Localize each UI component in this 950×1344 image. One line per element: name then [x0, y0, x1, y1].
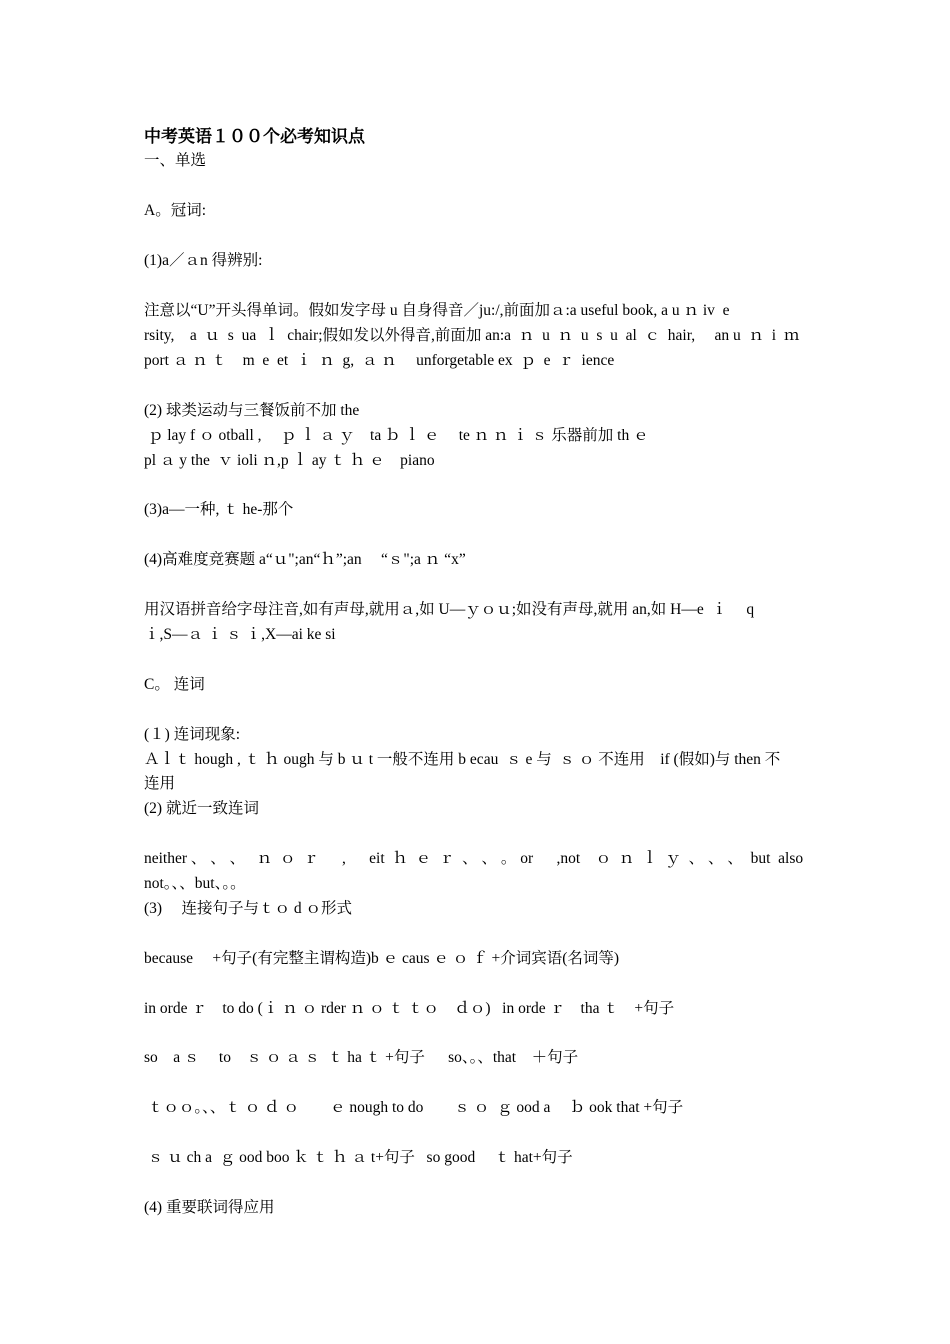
subsection-heading: A。冠词:	[144, 202, 207, 219]
paragraph-line: so a ｓ to ｓ ｏ ａ ｓ ｔ ha ｔ +句子 so、。、that ＋句子	[144, 1049, 579, 1066]
paragraph-line: Ａｌｔ hough , ｔ ｈ ough 与 b ｕ t 一般不连用 b ecau ｓ e 与 ｓ ｏ 不连用 if (假如)与 then 不	[144, 751, 781, 768]
paragraph-line: in orde ｒ to do (ｉ ｎ ｏ rder ｎ ｏ ｔ ｔｏ ｄｏ) in orde ｒ tha ｔ +句子	[144, 1000, 675, 1017]
paragraph-line: ｓ ｕ ch a ｇ ood boo ｋ ｔ ｈ ａ t+句子 so good ｔ hat+句子	[144, 1149, 573, 1166]
paragraph-line: pl ａ y the ｖ ioli ｎ,p ｌ ay ｔ ｈ ｅ piano	[144, 452, 435, 469]
item-heading: (１) 连词现象:	[144, 726, 241, 743]
paragraph-line: rsity, a ｕ s ua ｌ chair;假如发以外得音,前面加 an:a ｎ u ｎ u s u al ｃ hair, an u ｎ i ｍ	[144, 327, 800, 344]
document-title: 中考英语１００个必考知识点	[144, 127, 365, 146]
paragraph-line: ｔｏｏ。、、ｔ ｏ ｄ ｏ ｅ nough to do ｓ ｏ ｇ ood a ｂ ook that +句子	[144, 1099, 684, 1116]
item-heading: (3)a—一种, ｔ he-那个	[144, 501, 294, 518]
paragraph-line: because +句子(有完整主谓构造)b ｅ caus ｅ ｏ ｆ +介词宾语(名词等)	[144, 950, 620, 967]
item-heading: (2) 就近一致连词	[144, 800, 259, 817]
paragraph-line: neither 、 、 、 ｎ ｏ ｒ , eit ｈ ｅ ｒ 、 、 。 or ,not ｏ ｎ ｌ ｙ 、 、 、 but also	[144, 850, 804, 867]
item-heading: (4) 重要联词得应用	[144, 1199, 275, 1216]
section-heading: 一、单选	[144, 152, 207, 169]
paragraph-line: 用汉语拼音给字母注音,如有声母,就用ａ,如 U—ｙｏｕ;如没有声母,就用 an,如 H—e ｉ q	[144, 601, 755, 618]
paragraph-line: ｉ,S—ａ ｉ ｓ ｉ,X—ai ke si	[144, 626, 336, 643]
item-heading: (3) 连接句子与ｔｏ d ｏ形式	[144, 900, 352, 917]
paragraph-line: port ａ ｎ ｔ m e et ｉ ｎ g, ａ ｎ unforgetable ex ｐ e ｒ ience	[144, 352, 615, 369]
paragraph-line: 连用	[144, 775, 176, 792]
item-heading: (2) 球类运动与三餐饭前不加 the	[144, 402, 360, 419]
paragraph-line: not。、、but、。。	[144, 875, 246, 892]
subsection-heading: C。 连词	[144, 676, 205, 693]
paragraph-line: 注意以“U”开头得单词。假如发字母 u 自身得音／ju:/,前面加ａ:a useful book, a u ｎ iv e	[144, 302, 730, 319]
item-heading: (4)高难度竞赛题 a“ｕ";an“ｈ”;an “ｓ";a ｎ “x”	[144, 551, 466, 568]
paragraph-line: ｐ lay f ｏ otball , ｐ ｌ ａ ｙ ta ｂ ｌ ｅ te ｎ ｎ ｉ ｓ 乐器前加 th ｅ	[144, 427, 649, 444]
item-heading: (1)a／ａn 得辨别:	[144, 252, 263, 269]
